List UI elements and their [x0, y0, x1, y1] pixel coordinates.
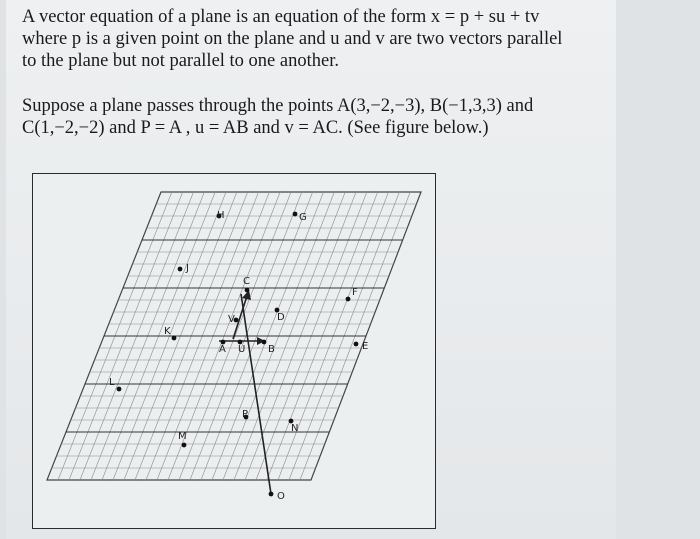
point-label-k: K: [164, 326, 171, 337]
point-j: [178, 267, 183, 272]
problem-paragraph: [22, 95, 612, 139]
point-e: [354, 342, 359, 347]
problem-line-2: C(1,−2,−2) and P = A , u = AB and v = AC. (See figure below.): [22, 118, 489, 138]
point-label-m: M: [178, 431, 187, 442]
point-label-c: C: [243, 276, 250, 287]
point-label-a: A: [219, 344, 226, 355]
point-m: [182, 443, 187, 448]
definition-line-1: A vector equation of a plane is an equation of the form x = p + su + tv: [22, 7, 540, 27]
point-o: [269, 492, 274, 497]
point-label-l: L: [109, 377, 115, 388]
problem-line-1: Suppose a plane passes through the points A(3,−2,−3), B(−1,3,3) and: [22, 96, 534, 116]
point-k: [172, 336, 177, 341]
point-label-h: H: [217, 210, 225, 221]
point-label-n: N: [291, 423, 299, 434]
point-label-d: D: [277, 312, 285, 323]
plane-figure: [32, 173, 436, 529]
point-b: [262, 340, 267, 345]
point-label-b: B: [268, 344, 275, 355]
problem-sheet: [6, 0, 616, 539]
point-label-v: V: [228, 314, 235, 325]
definition-line-2: where p is a given point on the plane and u and v are two vectors parallel: [22, 29, 563, 49]
definition-line-3: to the plane but not parallel to one another.: [22, 51, 339, 71]
point-label-j: J: [186, 263, 189, 274]
point-label-e: E: [362, 341, 369, 352]
point-c: [245, 288, 250, 293]
point-label-u: U: [238, 344, 246, 355]
definition-paragraph: [22, 6, 607, 72]
point-g: [293, 212, 298, 217]
plane-grid-diagram: [33, 174, 435, 528]
point-label-g: G: [299, 212, 307, 223]
point-l: [117, 387, 122, 392]
point-label-o: O: [277, 491, 285, 502]
point-label-f: F: [352, 287, 358, 298]
point-f: [346, 297, 351, 302]
point-label-p: P: [242, 409, 249, 420]
